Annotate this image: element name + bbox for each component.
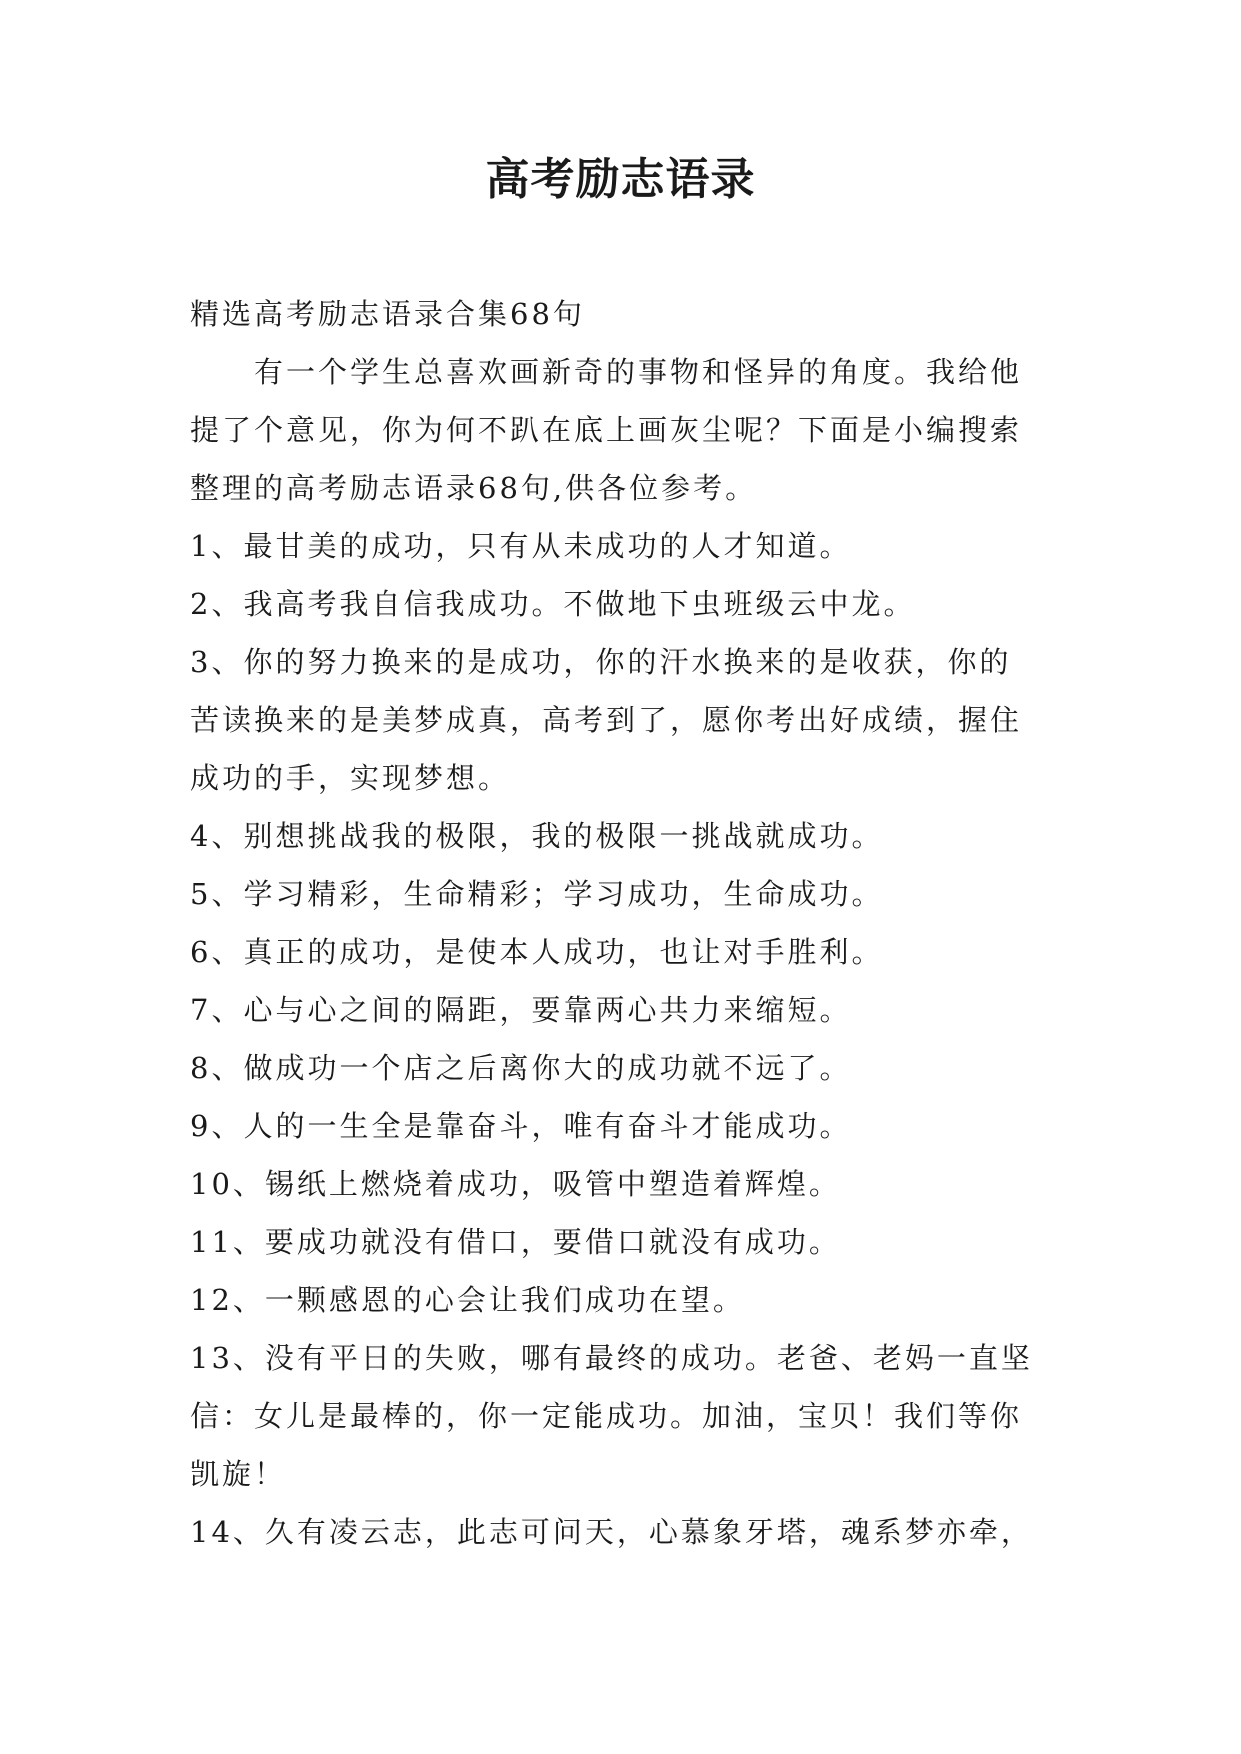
list-item-line: 9、人的一生全是靠奋斗，唯有奋斗才能成功。 bbox=[190, 1109, 852, 1143]
list-item-line: 8、做成功一个店之后离你大的成功就不远了。 bbox=[190, 1051, 852, 1085]
document-body bbox=[190, 285, 1060, 1561]
list-item-line: 10、锡纸上燃烧着成功，吸管中塑造着辉煌。 bbox=[190, 1167, 841, 1201]
list-item-line: 11、要成功就没有借口，要借口就没有成功。 bbox=[190, 1225, 841, 1259]
list-item-line: 3、你的努力换来的是成功，你的汗水换来的是收获，你的 bbox=[190, 645, 1012, 679]
list-item-line: 2、我高考我自信我成功。不做地下虫班级云中龙。 bbox=[190, 587, 916, 621]
list-item-line: 7、心与心之间的隔距，要靠两心共力来缩短。 bbox=[190, 993, 852, 1027]
list-item-line: 4、别想挑战我的极限，我的极限一挑战就成功。 bbox=[190, 819, 884, 853]
list-item-line: 信：女儿是最棒的，你一定能成功。加油，宝贝！我们等你 bbox=[190, 1399, 1023, 1433]
list-item-line: 成功的手，实现梦想。 bbox=[190, 761, 511, 795]
list-item-line: 6、真正的成功，是使本人成功，也让对手胜利。 bbox=[190, 935, 884, 969]
intro-line: 整理的高考励志语录68句,供各位参考。 bbox=[190, 471, 758, 505]
intro-line: 提了个意见，你为何不趴在底上画灰尘呢？下面是小编搜索 bbox=[190, 413, 1023, 447]
list-item-line: 12、一颗感恩的心会让我们成功在望。 bbox=[190, 1283, 745, 1317]
list-item-line: 14、久有凌云志，此志可问天，心慕象牙塔，魂系梦亦牵， bbox=[190, 1515, 1033, 1549]
intro-line: 有一个学生总喜欢画新奇的事物和怪异的角度。我给他 bbox=[254, 355, 1023, 389]
list-item-line: 13、没有平日的失败，哪有最终的成功。老爸、老妈一直坚 bbox=[190, 1341, 1033, 1375]
list-item-line: 5、学习精彩，生命精彩；学习成功，生命成功。 bbox=[190, 877, 884, 911]
list-item-line: 凯旋！ bbox=[190, 1457, 287, 1491]
document-subtitle: 精选高考励志语录合集68句 bbox=[190, 297, 585, 331]
document-title: 高考励志语录 bbox=[485, 154, 756, 205]
list-item-line: 1、最甘美的成功，只有从未成功的人才知道。 bbox=[190, 529, 852, 563]
list-item-line: 苦读换来的是美梦成真，高考到了，愿你考出好成绩，握住 bbox=[190, 703, 1023, 737]
